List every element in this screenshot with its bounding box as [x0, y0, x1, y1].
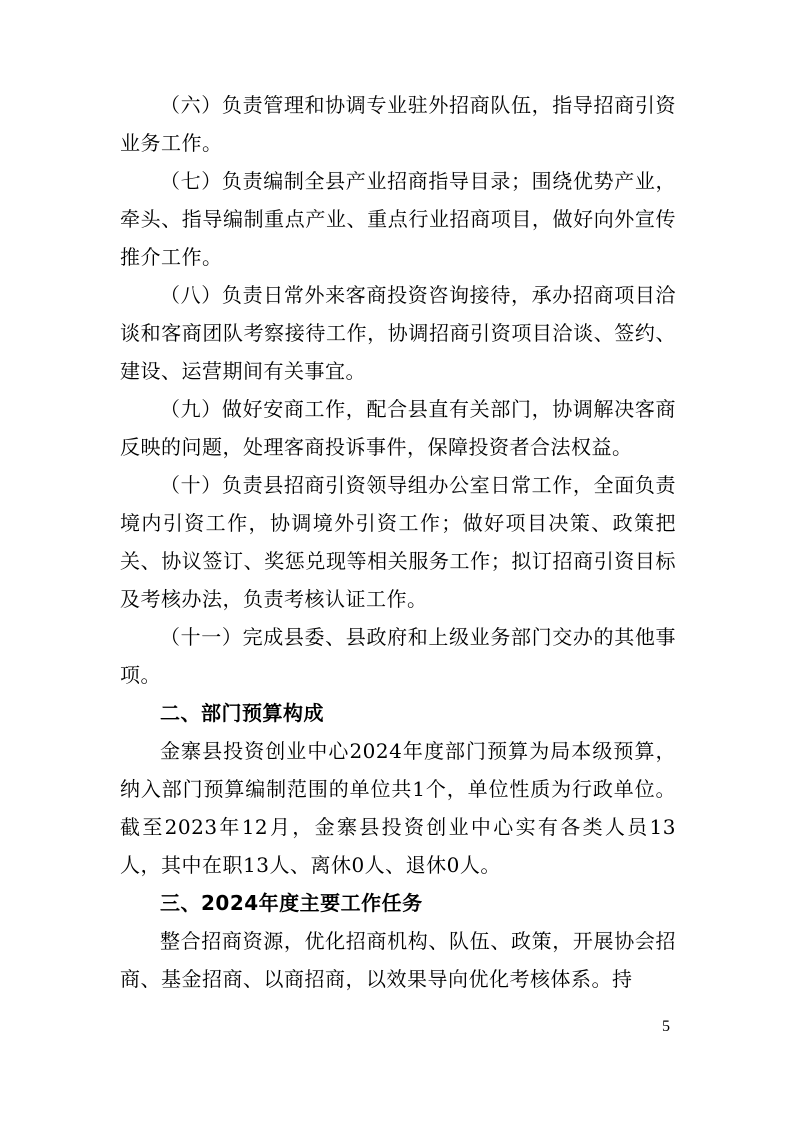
paragraph-item-9: （九）做好安商工作，配合县直有关部门，协调解决客商反映的问题，处理客商投诉事件，保障投资者合法权益。	[120, 397, 676, 459]
paragraph-item-6: （六）负责管理和协调专业驻外招商队伍，指导招商引资业务工作。	[120, 93, 676, 155]
paragraph-item-11: （十一）完成县委、县政府和上级业务部门交办的其他事项。	[120, 625, 676, 687]
section-body-budget-composition: 金寨县投资创业中心2024年度部门预算为局本级预算，纳入部门预算编制范围的单位共1个，单位性质为行政单位。截至2023年12月，金寨县投资创业中心实有各类人员13人，其中在职13人、离休0人、退休0人。	[120, 739, 676, 877]
section-body-work-tasks: 整合招商资源，优化招商机构、队伍、政策，开展协会招商、基金招商、以商招商，以效果导向优化考核体系。持	[120, 929, 676, 991]
paragraph-item-8: （八）负责日常外来客商投资咨询接待，承办招商项目洽谈和客商团队考察接待工作，协调招商引资项目洽谈、签约、建设、运营期间有关事宜。	[120, 283, 676, 383]
document-body	[120, 86, 676, 998]
section-heading-work-tasks: 三、2024年度主要工作任务	[160, 891, 423, 915]
paragraph-item-10: （十）负责县招商引资领导组办公室日常工作，全面负责境内引资工作，协调境外引资工作；做好项目决策、政策把关、协议签订、奖惩兑现等相关服务工作；拟订招商引资目标及考核办法，负责考核认证工作。	[120, 473, 676, 611]
page-number: 5	[662, 1018, 670, 1035]
paragraph-item-7: （七）负责编制全县产业招商指导目录；围绕优势产业，牵头、指导编制重点产业、重点行业招商项目，做好向外宣传推介工作。	[120, 169, 676, 269]
section-heading-budget-composition: 二、部门预算构成	[160, 701, 324, 725]
